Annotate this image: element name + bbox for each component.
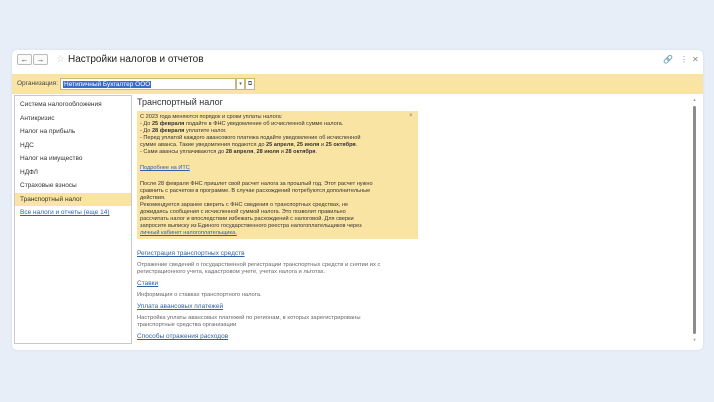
taxpayer-cabinet-link[interactable]: личный кабинет налогоплательщика. bbox=[140, 230, 237, 236]
notice-line: С 2023 года меняются порядок и сроки уплаты налога: bbox=[140, 114, 283, 120]
notice-line: дожидаясь сообщения с исчисленной суммой налога. Это позволит правильно bbox=[140, 209, 346, 215]
sidebar-item-insurance[interactable]: Страховые взносы bbox=[20, 182, 77, 189]
open-icon: ⧉ bbox=[247, 81, 253, 87]
link-icon[interactable]: 🔗 bbox=[663, 55, 673, 64]
close-icon[interactable]: × bbox=[409, 113, 413, 119]
notice-line: - Сами авансы уплачиваются до 28 апреля, 28 июля и 28 октября. bbox=[140, 149, 318, 155]
sidebar-item-transport-tax[interactable]: Транспортный налог bbox=[15, 193, 131, 206]
back-button[interactable] bbox=[17, 54, 32, 65]
notice-line: сумме аванса. Такие уведомления подаются до 25 апреля, 25 июля и 25 октября. bbox=[140, 142, 358, 148]
more-icon[interactable]: ⋮ bbox=[680, 55, 688, 64]
sidebar-item-ndfl[interactable]: НДФЛ bbox=[20, 168, 38, 176]
notice-line: После 28 февраля ФНС пришлет свой расчет налога за прошлый год. Этот расчет нужно bbox=[140, 181, 373, 187]
notice-line: сравнить с расчетом в программе. В случае расхождений потребуются дополнительные bbox=[140, 188, 371, 194]
notice-line: рассчитать налог и впоследствии избежать расхождений с налоговой. Для сверки bbox=[140, 216, 354, 222]
notice-line: - Перед уплатой каждого авансового платежа подайте уведомление об исчисленной bbox=[140, 135, 361, 141]
notice-line: Рекомендуется заранее сверить с ФНС сведения о транспортных средствах, не bbox=[140, 202, 349, 208]
sidebar-item-anticrisis[interactable]: Антикризис bbox=[20, 114, 55, 122]
arrow-left-icon: ← bbox=[20, 55, 29, 64]
settings-window bbox=[12, 50, 703, 350]
organization-bar bbox=[12, 74, 703, 94]
section-description: Отражение сведений о государственной регистрации транспортных средств и снятии их с bbox=[137, 262, 381, 268]
page-title: Транспортный налог bbox=[137, 97, 223, 107]
section-description: транспортные средства организации bbox=[137, 322, 237, 328]
section-description: Настройка уплаты авансовых платежей по регионам, в которых зарегистрированы bbox=[137, 315, 361, 321]
main-content bbox=[136, 95, 692, 344]
notice-line: запросите выписку из Единого государственного реестра налогоплательщиков через bbox=[140, 223, 362, 229]
notice-box bbox=[137, 111, 418, 239]
sidebar-item-all-taxes[interactable]: Все налоги и отчеты (еще 14) bbox=[20, 209, 110, 216]
title-bar bbox=[12, 50, 703, 70]
scroll-down-icon[interactable]: ▼ bbox=[692, 337, 697, 342]
sidebar-item-taxation-system[interactable]: Система налогообложения bbox=[20, 101, 102, 108]
scroll-up-icon[interactable]: ▲ bbox=[692, 97, 697, 102]
chevron-down-icon: ▾ bbox=[239, 81, 242, 87]
scroll-thumb[interactable] bbox=[693, 106, 696, 334]
sidebar bbox=[14, 95, 132, 344]
vertical-scrollbar[interactable] bbox=[692, 98, 697, 342]
sidebar-item-vat[interactable]: НДС bbox=[20, 141, 34, 149]
close-icon[interactable]: ✕ bbox=[692, 55, 699, 64]
window-title: Настройки налогов и отчетов bbox=[68, 54, 204, 65]
notice-line: - До 25 февраля подайте в ФНС уведомление об исчисленной сумме налога. bbox=[140, 121, 344, 127]
organization-input[interactable] bbox=[60, 78, 236, 90]
section-description: Информация о ставках транспортного налога. bbox=[137, 292, 262, 298]
favorite-star-icon[interactable]: ☆ bbox=[56, 54, 65, 65]
organization-open-button[interactable] bbox=[245, 78, 255, 90]
notice-line: действия. bbox=[140, 195, 166, 201]
sidebar-item-profit-tax[interactable]: Налог на прибыль bbox=[20, 128, 76, 135]
forward-button[interactable] bbox=[33, 54, 48, 65]
organization-label: Организация: bbox=[17, 80, 59, 87]
sidebar-item-property-tax[interactable]: Налог на имущество bbox=[20, 155, 83, 162]
section-description: регистрационного учета, кадастровом учете, учетах налога и льготах. bbox=[137, 269, 326, 275]
expense-methods-link[interactable]: Способы отражения расходов bbox=[137, 333, 229, 340]
vehicle-registration-link[interactable]: Регистрация транспортных средств bbox=[137, 250, 245, 257]
organization-value: Нетипичный Бухгалтер ООО bbox=[64, 81, 151, 88]
notice-line: - До 28 февраля уплатите налог. bbox=[140, 128, 227, 134]
its-more-link[interactable]: Подробнее на ИТС bbox=[140, 165, 190, 171]
rates-link[interactable]: Ставки bbox=[137, 280, 159, 287]
organization-dropdown-button[interactable] bbox=[236, 78, 245, 90]
advance-payments-link[interactable]: Уплата авансовых платежей bbox=[137, 303, 224, 310]
arrow-right-icon: → bbox=[36, 55, 45, 64]
